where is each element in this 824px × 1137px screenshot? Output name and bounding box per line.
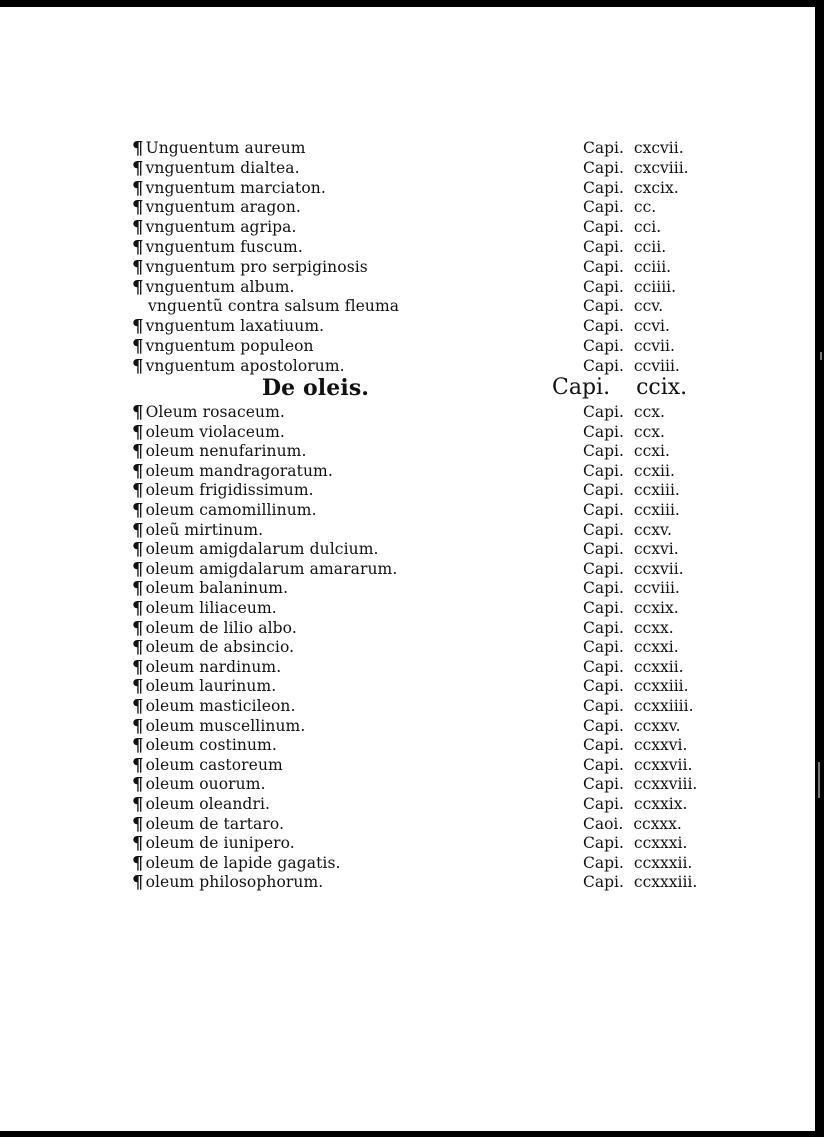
entry-title: [132, 277, 295, 298]
chapter-number: cxcviii.: [633, 158, 689, 177]
list-item: [0, 637, 815, 657]
chapter-label: Capi.: [583, 481, 624, 500]
list-item: [0, 422, 815, 442]
list-item: [0, 500, 815, 520]
list-item: [0, 716, 815, 736]
chapter-reference: [583, 833, 687, 853]
pilcrow-mark: ¶: [132, 217, 144, 239]
entry-title: [132, 520, 263, 541]
entry-title: [132, 755, 283, 776]
list-item: [0, 197, 815, 217]
entry-title: [132, 257, 368, 278]
chapter-reference: [583, 296, 663, 316]
pilcrow-mark: ¶: [132, 754, 144, 776]
entry-name: oleum de tartaro.: [145, 814, 285, 833]
chapter-number: ccii.: [633, 238, 667, 256]
chapter-label: Capi.: [583, 638, 624, 657]
chapter-number: ccxiii.: [633, 481, 680, 500]
pilcrow-mark: ¶: [132, 696, 144, 717]
chapter-label: Capi.: [583, 297, 624, 316]
pilcrow-mark: ¶: [132, 735, 144, 757]
chapter-reference: [583, 217, 661, 237]
chapter-number: ccxxix.: [633, 795, 688, 813]
chapter-number: ccxxvi.: [633, 736, 688, 755]
chapter-number: ccix.: [636, 375, 688, 400]
list-item: [0, 539, 815, 559]
entry-name: vnguentum aragon.: [145, 198, 301, 217]
chapter-label: Capi.: [583, 873, 624, 892]
entry-title: [132, 158, 300, 179]
chapter-reference: [583, 676, 689, 696]
entry-title: [132, 774, 266, 795]
chapter-reference: [583, 696, 694, 716]
entry-name: vnguentum pro serpiginosis: [145, 257, 368, 276]
chapter-number: cciii.: [633, 257, 672, 276]
entry-title: [132, 559, 397, 580]
chapter-label: Capi.: [583, 403, 624, 421]
chapter-label: Caoi.: [583, 814, 624, 833]
pilcrow-mark: ¶: [132, 774, 144, 796]
chapter-number: ccxxii.: [633, 657, 684, 676]
pilcrow-mark: ¶: [132, 256, 144, 278]
chapter-number: ccvi.: [633, 317, 670, 336]
entry-title: [132, 441, 307, 462]
chapter-number: ccv.: [633, 297, 664, 316]
chapter-label: Capi.: [583, 422, 624, 441]
chapter-reference: [583, 637, 679, 657]
list-item: [0, 657, 815, 677]
entry-name: oleum de lilio albo.: [145, 618, 297, 637]
chapter-reference: [583, 735, 687, 755]
chapter-label: Capi.: [583, 520, 624, 539]
entry-title: [132, 833, 295, 854]
entry-name: oleum liliaceum.: [145, 599, 277, 617]
entry-title: [132, 197, 301, 218]
chapter-reference: [583, 480, 680, 500]
pilcrow-mark: ¶: [132, 519, 144, 541]
entry-name: vnguentum album.: [145, 277, 295, 296]
pilcrow-mark: ¶: [132, 656, 144, 678]
entry-name: vnguentum marciaton.: [145, 178, 326, 197]
chapter-reference: [583, 461, 675, 481]
list-item: [0, 178, 815, 198]
entry-title: [132, 500, 317, 521]
list-item: [0, 461, 815, 481]
chapter-number: ccxxxi.: [633, 834, 688, 853]
chapter-reference: [583, 716, 681, 736]
pilcrow-mark: ¶: [132, 578, 144, 600]
chapter-number: ccxiii.: [633, 501, 680, 519]
chapter-reference: [583, 197, 656, 217]
pilcrow-mark: ¶: [132, 237, 144, 258]
chapter-reference: [583, 657, 684, 677]
chapter-number: ccxxvii.: [633, 755, 693, 774]
chapter-reference: [583, 441, 670, 461]
chapter-label: Capi.: [583, 697, 624, 715]
chapter-label: Capi.: [583, 158, 624, 177]
list-item: [0, 336, 815, 356]
entry-title: [132, 696, 296, 717]
entry-name: oleum amigdalarum amararum.: [145, 559, 398, 578]
pilcrow-mark: ¶: [132, 617, 144, 639]
chapter-label: Capi.: [583, 442, 624, 461]
entry-title: [132, 178, 326, 199]
chapter-number: ccxxx.: [633, 814, 682, 833]
chapter-number: ccxv.: [633, 520, 672, 539]
entry-name: oleum philosophorum.: [145, 873, 324, 892]
entry-title: [132, 637, 294, 658]
chapter-reference: [583, 178, 679, 198]
chapter-label: Capi.: [583, 795, 624, 813]
pilcrow-mark: ¶: [132, 157, 144, 179]
chapter-number: ccvii.: [633, 337, 675, 355]
chapter-label: Capi.: [583, 853, 624, 872]
list-item: [0, 598, 815, 618]
entry-name: vnguentum fuscum.: [145, 238, 303, 256]
chapter-number: ccxx.: [633, 618, 674, 637]
chapter-reference: [583, 336, 675, 356]
chapter-label: Capi.: [583, 755, 624, 774]
entry-title: [132, 480, 314, 501]
entry-title: [132, 676, 276, 697]
chapter-reference: [583, 257, 671, 277]
pilcrow-mark: ¶: [132, 421, 144, 443]
entry-title: [132, 872, 323, 893]
chapter-label: Capi.: [583, 540, 624, 559]
list-item: [0, 296, 815, 316]
chapter-reference: [583, 598, 679, 618]
pilcrow-mark: ¶: [132, 676, 144, 698]
chapter-reference: [583, 520, 672, 540]
chapter-label: Capi.: [583, 337, 624, 355]
chapter-number: cxcvii.: [633, 139, 684, 157]
entry-name: oleum oleandri.: [145, 795, 271, 813]
pilcrow-mark: ¶: [132, 138, 144, 159]
chapter-label: Capi.: [583, 618, 624, 637]
entry-name: oleum nenufarinum.: [145, 442, 307, 461]
entry-name: Oleum rosaceum.: [145, 403, 285, 421]
entry-name: oleum violaceum.: [145, 422, 285, 441]
chapter-reference: [583, 422, 665, 442]
entry-name: oleum amigdalarum dulcium.: [145, 540, 379, 559]
chapter-number: ccxxxiii.: [633, 873, 698, 892]
chapter-reference: [583, 618, 674, 638]
chapter-label: Capi.: [583, 657, 624, 676]
entry-title: [132, 598, 277, 619]
entry-name: oleũ mirtinum.: [145, 520, 264, 539]
list-item: [0, 814, 815, 834]
section-heading: De oleis.: [262, 375, 370, 401]
pilcrow-mark: ¶: [132, 316, 144, 338]
pilcrow-mark: ¶: [132, 833, 144, 855]
chapter-label: Capi.: [583, 834, 624, 853]
pilcrow-mark: ¶: [132, 355, 144, 377]
list-item: [0, 480, 815, 500]
list-item: [0, 696, 815, 716]
list-item: [0, 578, 815, 598]
chapter-reference: [583, 356, 680, 376]
entry-name: oleum castoreum: [145, 755, 283, 774]
list-item: [0, 794, 815, 814]
chapter-label: Capi.: [583, 579, 624, 598]
pilcrow-mark: ¶: [132, 480, 144, 502]
entry-title: [132, 853, 341, 874]
chapter-reference: [583, 237, 666, 257]
entry-title: [132, 336, 314, 357]
chapter-reference: [583, 316, 670, 336]
entry-name: oleum nardinum.: [145, 657, 282, 676]
list-item: [0, 356, 815, 376]
list-item: [0, 316, 815, 336]
chapter-label: Capi.: [583, 677, 624, 696]
entry-title: [132, 402, 285, 423]
entry-title: [148, 296, 399, 316]
chapter-number: cci.: [633, 218, 662, 237]
chapter-reference: [583, 559, 684, 579]
chapter-reference: [583, 794, 687, 814]
list-item: [0, 559, 815, 579]
list-item: [0, 277, 815, 297]
list-item: [0, 520, 815, 540]
list-item: [0, 158, 815, 178]
list-item: [0, 217, 815, 237]
chapter-reference: [583, 755, 692, 775]
pilcrow-mark: ¶: [132, 598, 144, 619]
pilcrow-mark: ¶: [132, 558, 144, 580]
chapter-reference: [583, 402, 665, 422]
pilcrow-mark: ¶: [132, 460, 144, 482]
chapter-reference: [583, 277, 676, 297]
chapter-label: Capi.: [583, 501, 624, 519]
chapter-number: ccxxi.: [633, 638, 679, 657]
pilcrow-mark: ¶: [132, 715, 144, 737]
list-item: [0, 872, 815, 892]
entry-name: oleum de iunipero.: [145, 834, 295, 853]
list-item: [0, 441, 815, 461]
entry-name: Unguentum aureum: [145, 139, 306, 157]
list-item: [0, 257, 815, 277]
chapter-reference: [583, 853, 692, 873]
chapter-reference: [583, 138, 684, 158]
list-item: [0, 402, 815, 422]
chapter-label: Capi.: [583, 599, 624, 617]
entry-name: vnguentum dialtea.: [145, 158, 300, 177]
chapter-label: Capi.: [583, 317, 624, 336]
entry-name: oleum camomillinum.: [145, 501, 317, 519]
pilcrow-mark: ¶: [132, 276, 144, 298]
pilcrow-mark: ¶: [132, 813, 144, 835]
pilcrow-mark: ¶: [132, 441, 144, 463]
entry-title: [132, 716, 305, 737]
entry-title: [132, 735, 277, 756]
list-item: [0, 237, 815, 257]
chapter-label: Capi.: [583, 461, 624, 480]
entry-title: [132, 316, 324, 337]
entry-name: oleum de lapide gagatis.: [145, 853, 341, 872]
chapter-number: ccxxv.: [633, 716, 681, 735]
pilcrow-mark: ¶: [132, 336, 144, 357]
entry-name: vnguentum populeon: [145, 337, 314, 355]
entry-name: oleum masticileon.: [145, 697, 296, 715]
chapter-number: cxcix.: [633, 178, 679, 197]
pilcrow-mark: ¶: [132, 402, 144, 423]
chapter-reference: [583, 814, 682, 834]
entry-name: oleum frigidissimum.: [145, 481, 314, 500]
chapter-label: Capi.: [583, 139, 624, 157]
chapter-label: Capi.: [552, 375, 611, 400]
list-item: [0, 755, 815, 775]
chapter-number: ccxxxii.: [633, 853, 693, 872]
list-item: [0, 853, 815, 873]
entry-title: [132, 422, 285, 443]
chapter-label: Capi.: [583, 356, 624, 375]
chapter-label: Capi.: [583, 238, 624, 256]
entry-name: oleum laurinum.: [145, 677, 277, 696]
chapter-number: ccxxviii.: [633, 775, 698, 794]
list-item: [0, 138, 815, 158]
entry-name: oleum balaninum.: [145, 579, 289, 598]
entry-title: [132, 356, 345, 377]
chapter-number: cciiii.: [633, 277, 677, 296]
section-heading-chapter: [552, 376, 687, 400]
chapter-number: ccxii.: [633, 461, 675, 480]
chapter-reference: [583, 539, 679, 559]
list-item: [0, 676, 815, 696]
pilcrow-mark: ¶: [132, 500, 144, 521]
chapter-number: ccxvii.: [633, 559, 684, 578]
entry-name: oleum costinum.: [145, 736, 277, 755]
entry-title: [132, 657, 281, 678]
entry-name: vnguentum agripa.: [145, 218, 297, 237]
entry-title: [132, 539, 379, 560]
entry-name: oleum muscellinum.: [145, 716, 306, 735]
chapter-label: Capi.: [583, 198, 624, 217]
chapter-number: ccxxiiii.: [633, 697, 694, 715]
pilcrow-mark: ¶: [132, 177, 144, 199]
chapter-label: Capi.: [583, 775, 624, 794]
chapter-number: ccxxiii.: [633, 677, 689, 696]
list-item: [0, 618, 815, 638]
entry-title: [132, 618, 297, 639]
chapter-number: ccxix.: [633, 599, 679, 617]
entry-title: [132, 578, 288, 599]
entry-title: [132, 217, 297, 238]
chapter-reference: [583, 500, 680, 520]
entry-name: oleum mandragoratum.: [145, 461, 333, 480]
chapter-reference: [583, 578, 680, 598]
chapter-label: Capi.: [583, 736, 624, 755]
chapter-label: Capi.: [583, 218, 624, 237]
entry-title: [132, 461, 333, 482]
pilcrow-mark: ¶: [132, 197, 144, 219]
chapter-label: Capi.: [583, 178, 624, 197]
chapter-label: Capi.: [583, 716, 624, 735]
list-item: [0, 735, 815, 755]
chapter-number: ccx.: [633, 422, 665, 441]
list-item: [0, 833, 815, 853]
entry-name: vnguentũ contra salsum fleuma: [148, 297, 400, 316]
chapter-number: ccviii.: [633, 356, 680, 375]
chapter-reference: [583, 774, 697, 794]
chapter-number: ccx.: [633, 403, 665, 421]
pilcrow-mark: ¶: [132, 637, 144, 659]
entry-name: oleum ouorum.: [145, 775, 266, 794]
entry-title: [132, 138, 306, 159]
pilcrow-mark: ¶: [132, 539, 144, 561]
chapter-number: ccxi.: [633, 442, 670, 461]
section-heading-row: [0, 376, 815, 400]
chapter-reference: [583, 872, 697, 892]
entry-name: vnguentum apostolorum.: [145, 356, 345, 375]
chapter-reference: [583, 158, 689, 178]
chapter-number: ccxvi.: [633, 540, 679, 559]
chapter-label: Capi.: [583, 277, 624, 296]
list-item: [0, 774, 815, 794]
chapter-number: ccviii.: [633, 579, 680, 598]
entry-title: [132, 814, 284, 835]
entry-name: vnguentum laxatiuum.: [145, 317, 325, 336]
chapter-label: Capi.: [583, 257, 624, 276]
pilcrow-mark: ¶: [132, 794, 144, 815]
chapter-number: cc.: [633, 198, 657, 217]
chapter-label: Capi.: [583, 559, 624, 578]
entry-title: [132, 794, 270, 815]
pilcrow-mark: ¶: [132, 872, 144, 894]
pilcrow-mark: ¶: [132, 852, 144, 874]
entry-name: oleum de absincio.: [145, 638, 295, 657]
entry-title: [132, 237, 303, 258]
